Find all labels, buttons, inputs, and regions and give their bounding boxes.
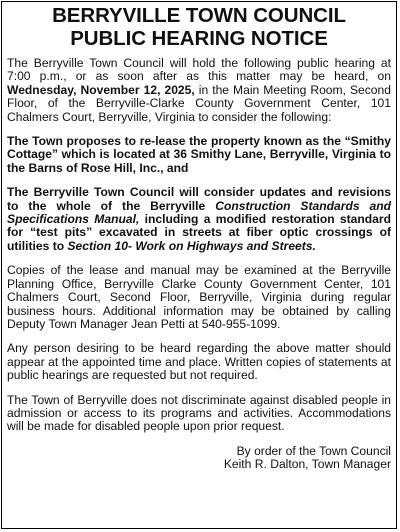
intro-text-a: The Berryville Town Council will hold the following public hearing at 7:00 p.m., or as soon after as this matter may be heard, on (7, 56, 391, 84)
agenda-item-manual (7, 186, 391, 253)
intro-text-b: in the Main Meeting Room, Second Floor, of the Berryville-Clarke County Government Center, 101 Chalmers Court, Berryville, Virginia to consider the following: (7, 82, 391, 124)
notice-title (7, 4, 391, 50)
public-hearing-notice (1, 1, 397, 529)
item2-text-b: including a modified restoration standard for “test pits” excavated in streets at fiber optic crossings of utilities to (7, 212, 391, 253)
signature-block (7, 445, 391, 472)
nondiscrimination-paragraph: The Town of Berryville does not discriminate against disabled people in admission or access to its programs and activities. Accommodations will be made for disabled people upon prior request. (7, 392, 391, 434)
copies-paragraph: Copies of the lease and manual may be examined at the Berryville Planning Office, Berryville Clarke County Government Center, 101 Chalmers Court, Second Floor, Berryville, Virginia during regular business hours. Additional information may be obtained by calling Deputy Town Manager Jean Petti at 540-955-1099. (7, 263, 391, 331)
manual-title: Construction Standards and Specifications Manual, (7, 198, 392, 227)
signature-line-2: Keith R. Dalton, Town Manager (223, 457, 391, 472)
agenda-item-lease: The Town proposes to re-lease the property known as the “Smithy Cottage” which is located at 36 Smithy Lane, Berryville, Virginia to the Barns of Rose Hill, Inc., and (7, 134, 391, 175)
signature-line-1: By order of the Town Council (236, 443, 391, 458)
title-line-2: PUBLIC HEARING NOTICE (70, 27, 328, 50)
persons-paragraph: Any person desiring to be heard regarding the above matter should appear at the appointed time and place. Written copies of statements at public hearings are requested but not required. (7, 341, 391, 383)
hearing-date: Wednesday, November 12, 2025, (7, 82, 195, 97)
title-line-1: BERRYVILLE TOWN COUNCIL (52, 4, 346, 27)
item2-text-a: The Berryville Town Council will consider updates and revisions to the whole of the Berryville (7, 185, 391, 213)
section-reference: Section 10- Work on Highways and Streets. (67, 238, 316, 253)
intro-paragraph (7, 57, 391, 124)
